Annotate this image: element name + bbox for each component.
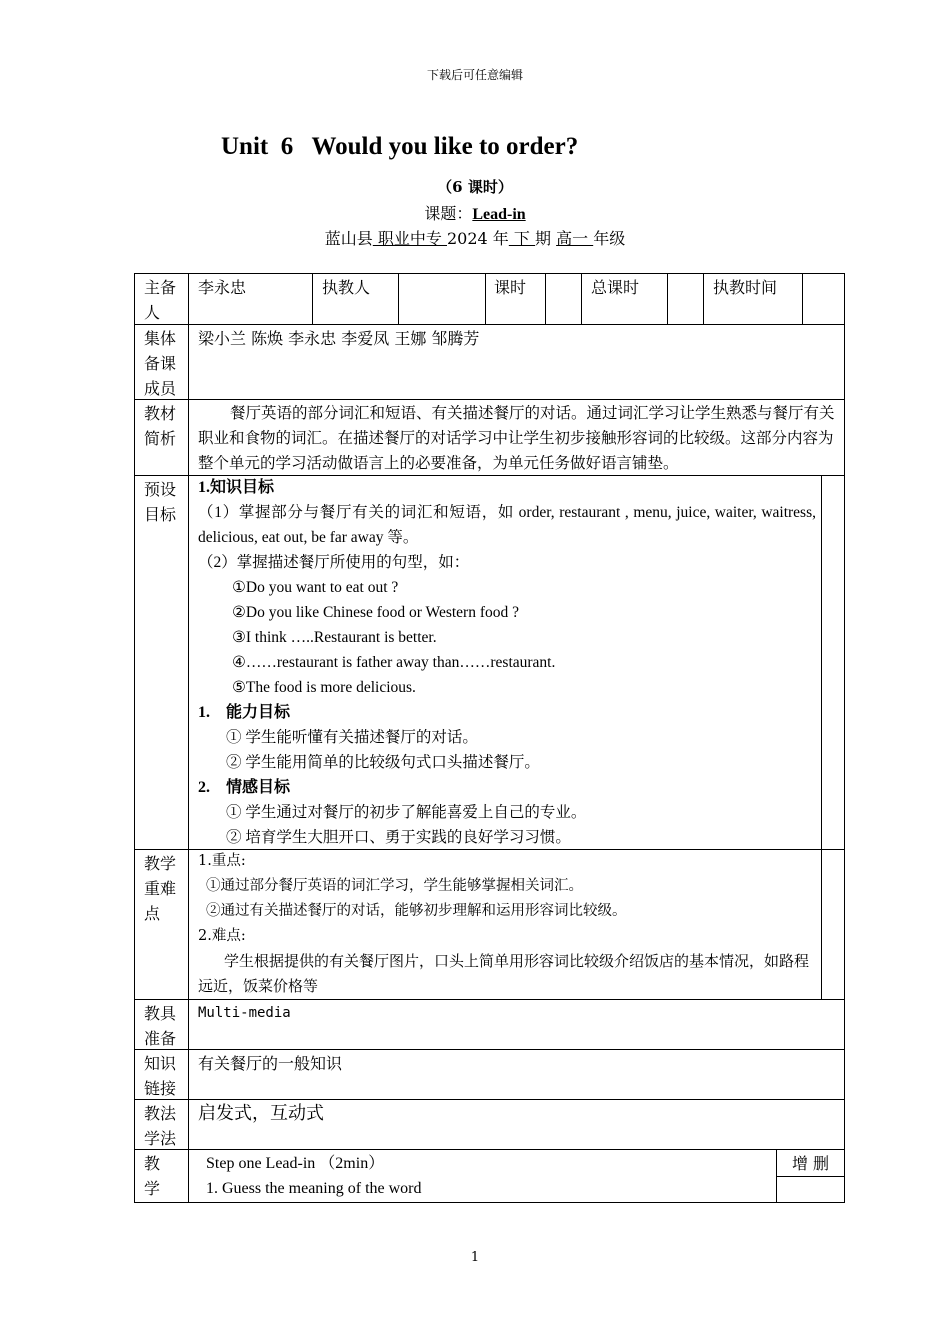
year: 2024: [447, 229, 488, 248]
knowledge-item-1: （1）掌握部分与餐厅有关的词汇和短语，如 order, restaurant , menu, juice, waiter, waitress, delicious, eat out, be far away 等。: [198, 504, 816, 546]
edit-label: 增 删: [791, 1154, 830, 1173]
grade: 高一: [556, 229, 594, 248]
topic-value: Lead-in: [472, 206, 526, 223]
county-name: 蓝山县: [324, 229, 373, 248]
grade-suffix: 年级: [593, 229, 626, 248]
topic-line: [0, 201, 950, 224]
cell-total: [667, 273, 704, 325]
page-title: Unit 6 Would you like to order?: [221, 133, 579, 160]
sentence-5: ⑤The food is more delicious.: [232, 679, 416, 696]
key-item-2: ②通过有关描述餐厅的对话，能够初步理解和运用形容词比较级。: [206, 903, 627, 919]
value-tools: Multi-media: [198, 1005, 291, 1021]
ability-item-2: ② 学生能用简单的比较级句式口头描述餐厅。: [226, 754, 540, 771]
sentence-1: ①Do you want to eat out ?: [232, 579, 399, 596]
label-objectives: 预设目标: [144, 480, 177, 524]
term-suffix: 期: [535, 229, 557, 248]
label-preparer: 主备人: [144, 278, 177, 322]
page-number: 1: [470, 1250, 480, 1265]
label-period: 课时: [494, 278, 527, 297]
label-analysis: 教材简析: [144, 404, 177, 448]
value-knowledge: 有关餐厅的一般知识: [198, 1054, 343, 1073]
sentence-4: ④……restaurant is father away than……restaurant.: [232, 654, 556, 671]
cell-keypoints-side: [821, 849, 845, 1000]
sentence-3: ③I think …..Restaurant is better.: [232, 629, 437, 646]
value-members: 梁小兰 陈焕 李永忠 李爱凤 王娜 邹腾芳: [198, 329, 480, 348]
key-item-1: ①通过部分餐厅英语的词汇学习，学生能够掌握相关词汇。: [206, 878, 583, 894]
county-line: [0, 226, 950, 249]
label-teaching: 教学: [144, 1154, 161, 1198]
objectives-content: [198, 475, 816, 850]
cell-objectives-side: [821, 475, 845, 850]
difficult-item: 学生根据提供的有关餐厅图片，口头上简单用形容词比较级介绍饭店的基本情况，如路程远近，饭菜价格等: [198, 952, 810, 995]
cell-edit: [776, 1176, 845, 1203]
ability-item-1: ① 学生能听懂有关描述餐厅的对话。: [226, 729, 478, 746]
header-note: 下载后可任意编辑: [426, 68, 523, 82]
key-heading: 1.重点:: [198, 853, 246, 869]
teaching-step: Step one Lead-in （2min）: [206, 1155, 385, 1172]
emotion-item-1: ① 学生通过对餐厅的初步了解能喜爱上自己的专业。: [226, 804, 587, 821]
school-name: 职业中专: [372, 229, 447, 248]
knowledge-title: 1.知识目标: [198, 479, 275, 496]
label-total: 总课时: [591, 278, 640, 297]
label-keypoints: 教学重难点: [144, 854, 177, 923]
value-preparer: 李永忠: [198, 278, 247, 297]
label-knowledge: 知识链接: [144, 1054, 177, 1098]
cell-time: [802, 273, 845, 325]
keypoints-content: [198, 849, 816, 999]
term: 下: [508, 229, 535, 248]
label-teacher: 执教人: [322, 278, 371, 297]
cell-teacher: [398, 273, 486, 325]
value-methods: 启发式，互动式: [198, 1103, 324, 1124]
value-analysis: 餐厅英语的部分词汇和短语、有关描述餐厅的对话。通过词汇学习让学生熟悉与餐厅有关职业和食物的词汇。在描述餐厅的对话学习中让学生初步接触形容词的比较级。这部分内容为整个单元的学习活动做语言上的必要准备，为单元任务做好语言铺垫。: [198, 404, 835, 472]
teaching-item: 1. Guess the meaning of the word: [206, 1180, 422, 1197]
year-suffix: 年: [487, 229, 509, 248]
lesson-plan-table: [134, 273, 845, 1203]
label-members: 集体备课成员: [144, 329, 177, 398]
topic-label: 课题：: [424, 204, 473, 223]
subtitle: （6 课时）: [437, 178, 513, 196]
emotion-item-2: ② 培育学生大胆开口、勇于实践的良好学习习惯。: [226, 829, 571, 846]
cell-period: [545, 273, 582, 325]
emotion-title: 2. 情感目标: [198, 779, 291, 796]
knowledge-item-2: （2）掌握描述餐厅所使用的句型，如：: [198, 554, 470, 571]
ability-title: 1. 能力目标: [198, 704, 291, 721]
label-tools: 教具准备: [144, 1004, 177, 1048]
cell-label-objectives: [134, 475, 189, 850]
sentence-2: ②Do you like Chinese food or Western food ?: [232, 604, 519, 621]
label-time: 执教时间: [713, 278, 778, 297]
difficult-heading: 2.难点:: [198, 928, 246, 944]
label-methods: 教法学法: [144, 1104, 177, 1148]
